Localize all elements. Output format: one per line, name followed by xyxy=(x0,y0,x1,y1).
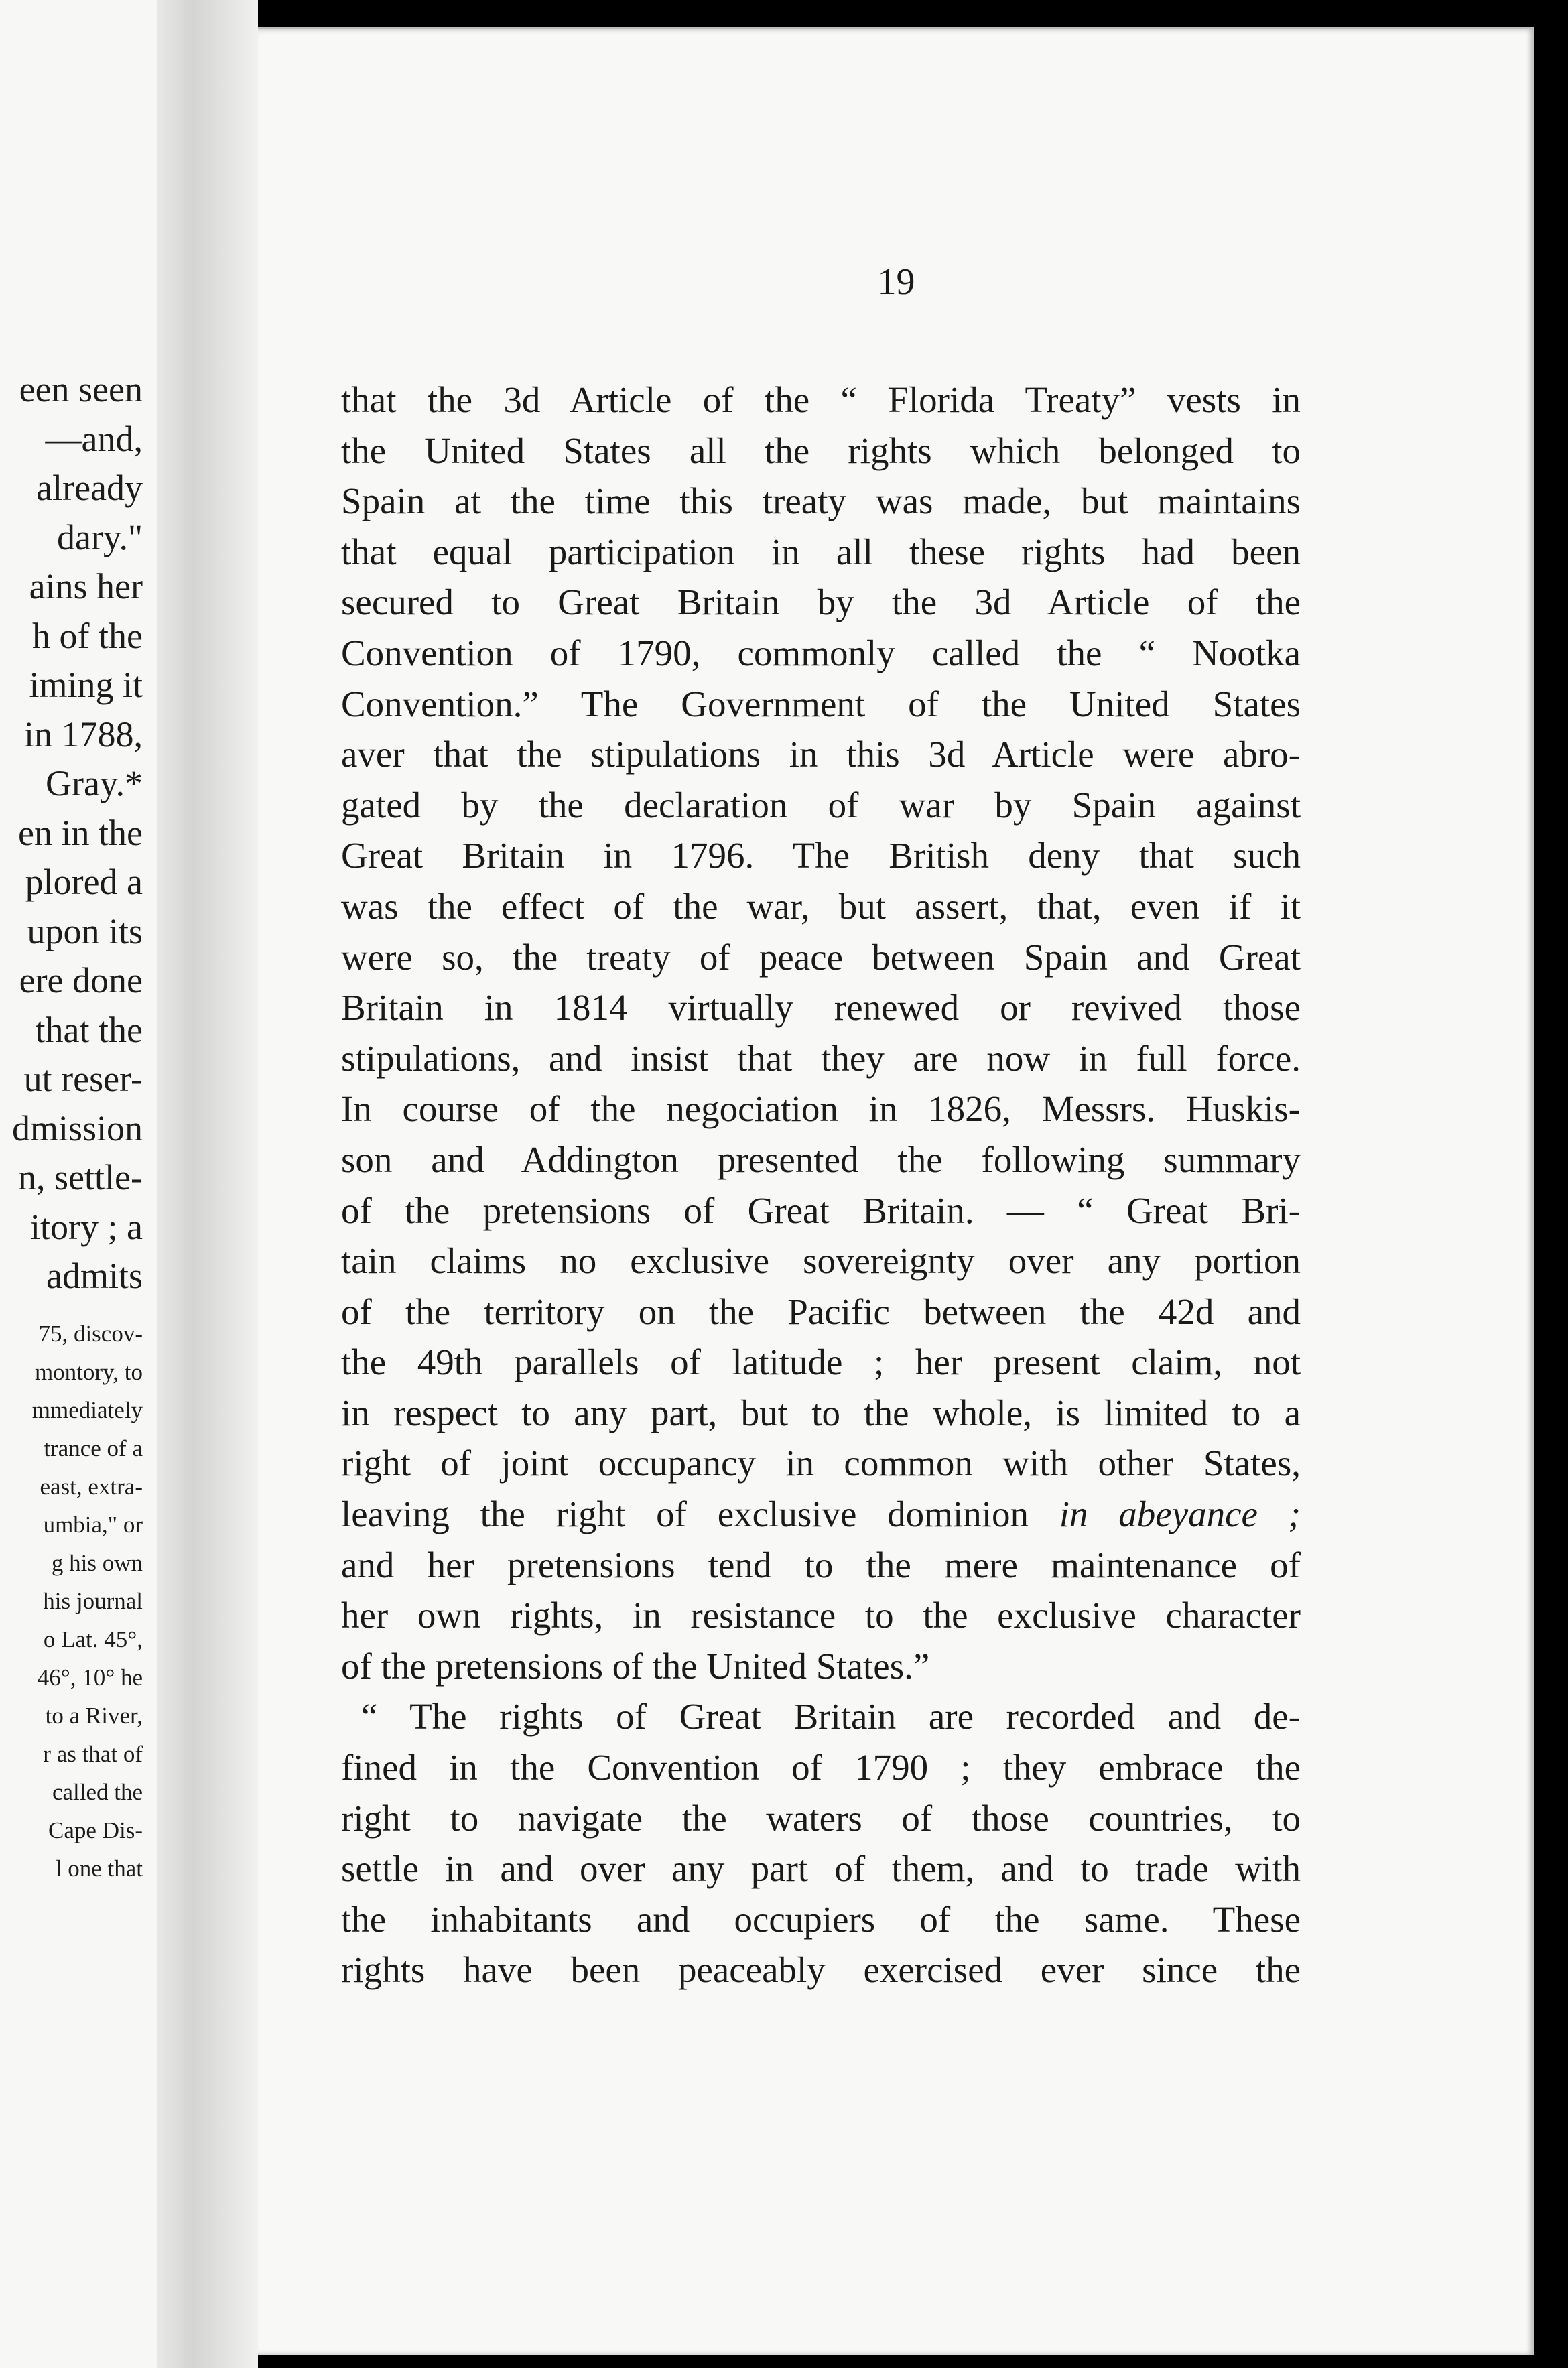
facing-page-line: h of the xyxy=(32,615,143,656)
facing-page-line: upon its xyxy=(27,911,143,951)
facing-page-line: itory ; a xyxy=(30,1206,143,1247)
text-line: rights have been peaceably exercised ever since the xyxy=(341,1949,1301,1991)
facing-page-line: ains her xyxy=(29,566,143,606)
text-line: Britain in 1814 virtually renewed or revived those xyxy=(341,987,1301,1029)
text-line: the 49th parallels of latitude ; her present claim, not xyxy=(341,1341,1301,1383)
paragraph-start-line: “ The rights of Great Britain are recorded and de- xyxy=(361,1696,1301,1737)
facing-page xyxy=(0,0,157,2368)
facing-page-footnote-line: called the xyxy=(52,1778,143,1805)
facing-page-footnote-line: r as that of xyxy=(43,1740,143,1767)
facing-page-line: iming it xyxy=(29,665,143,705)
facing-page-line: plored a xyxy=(25,862,143,902)
text-line: and her pretensions tend to the mere maintenance of xyxy=(341,1544,1301,1585)
facing-page-line: ere done xyxy=(19,960,143,1000)
text-line: of the pretensions of Great Britain. — “ Great Bri- xyxy=(341,1189,1301,1231)
text-line: that equal participation in all these rights had been xyxy=(341,531,1301,572)
facing-page-footnote-line: east, extra- xyxy=(40,1473,143,1500)
text-line: was the effect of the war, but assert, that, even if it xyxy=(341,885,1301,927)
text-line: right to navigate the waters of those countries, to xyxy=(341,1797,1301,1839)
text-line: that the 3d Article of the “ Florida Treaty” vests in xyxy=(341,379,1301,420)
text-line: son and Addington presented the following summary xyxy=(341,1138,1301,1180)
facing-page-line: in 1788, xyxy=(23,714,143,754)
facing-page-footnote-line: 46°, 10° he xyxy=(37,1664,143,1691)
text-line: her own rights, in resistance to the exclusive character xyxy=(341,1595,1301,1636)
text-line-with-italic xyxy=(341,1489,1301,1540)
paragraph-end-line: of the pretensions of the United States.” xyxy=(341,1645,930,1687)
facing-page-text xyxy=(0,365,157,1888)
text-line: right of joint occupancy in common with other States, xyxy=(341,1443,1301,1484)
facing-page-line: that the xyxy=(35,1009,143,1050)
facing-page-footnote-line: his journal xyxy=(43,1587,143,1614)
facing-page-footnote xyxy=(0,1315,157,1888)
text-line: were so, the treaty of peace between Spain and Great xyxy=(341,936,1301,978)
facing-page-footnote-line: umbia," or xyxy=(43,1511,143,1538)
facing-page-footnote-line: l one that xyxy=(55,1855,143,1882)
facing-page-line: dary." xyxy=(57,517,143,557)
text-line: secured to Great Britain by the 3d Article of the xyxy=(341,582,1301,623)
facing-page-line: already xyxy=(36,468,143,508)
text-line: the inhabitants and occupiers of the same. These xyxy=(341,1898,1301,1940)
text-line: of the territory on the Pacific between the 42d and xyxy=(341,1291,1301,1332)
text-line: In course of the negociation in 1826, Messrs. Huskis- xyxy=(341,1088,1301,1130)
facing-page-footnote-line: to a River, xyxy=(45,1702,143,1729)
text-line: stipulations, and insist that they are now in full force. xyxy=(341,1037,1301,1079)
text-line: Convention of 1790, commonly called the “ Nootka xyxy=(341,632,1301,673)
text-line: Great Britain in 1796. The British deny that such xyxy=(341,835,1301,876)
text-line: Convention.” The Government of the United States xyxy=(341,683,1301,724)
text-line: the United States all the rights which belonged to xyxy=(341,430,1301,471)
facing-page-line: Gray.* xyxy=(46,763,143,803)
facing-page-line: dmission xyxy=(11,1108,143,1148)
book-gutter xyxy=(157,0,258,2368)
page-number: 19 xyxy=(877,261,915,303)
text-line: settle in and over any part of them, and to trade with xyxy=(341,1848,1301,1890)
facing-page-line: n, settle- xyxy=(18,1157,143,1197)
facing-page-line: en in the xyxy=(18,812,143,853)
facing-page-line: admits xyxy=(46,1256,143,1296)
text-line: aver that the stipulations in this 3d Article were abro- xyxy=(341,734,1301,775)
text-line-roman-part: leaving the right of exclusive dominion xyxy=(341,1494,1059,1535)
text-line: tain claims no exclusive sovereignty over any portion xyxy=(341,1240,1301,1282)
facing-page-line: —and, xyxy=(45,418,143,459)
facing-page-line: een seen xyxy=(19,369,143,409)
italic-phrase: in abeyance ; xyxy=(1059,1494,1301,1535)
facing-page-footnote-line: 75, discov- xyxy=(38,1320,143,1347)
text-line: gated by the declaration of war by Spain against xyxy=(341,784,1301,826)
facing-page-footnote-line: montory, to xyxy=(34,1358,143,1385)
facing-page-footnote-line: g his own xyxy=(51,1549,143,1576)
facing-page-footnote-line: o Lat. 45°, xyxy=(43,1626,143,1652)
body-text xyxy=(341,375,1301,1995)
facing-page-line: ut reser- xyxy=(23,1059,143,1099)
text-line: Spain at the time this treaty was made, but maintains xyxy=(341,480,1301,522)
main-page xyxy=(258,27,1534,2355)
facing-page-footnote-line: mmediately xyxy=(31,1396,143,1423)
facing-page-body xyxy=(0,365,157,1301)
facing-page-footnote-line: trance of a xyxy=(44,1435,143,1461)
text-line: in respect to any part, but to the whole, is limited to a xyxy=(341,1392,1301,1433)
text-line: fined in the Convention of 1790 ; they embrace the xyxy=(341,1747,1301,1788)
facing-page-footnote-line: Cape Dis- xyxy=(48,1817,143,1843)
